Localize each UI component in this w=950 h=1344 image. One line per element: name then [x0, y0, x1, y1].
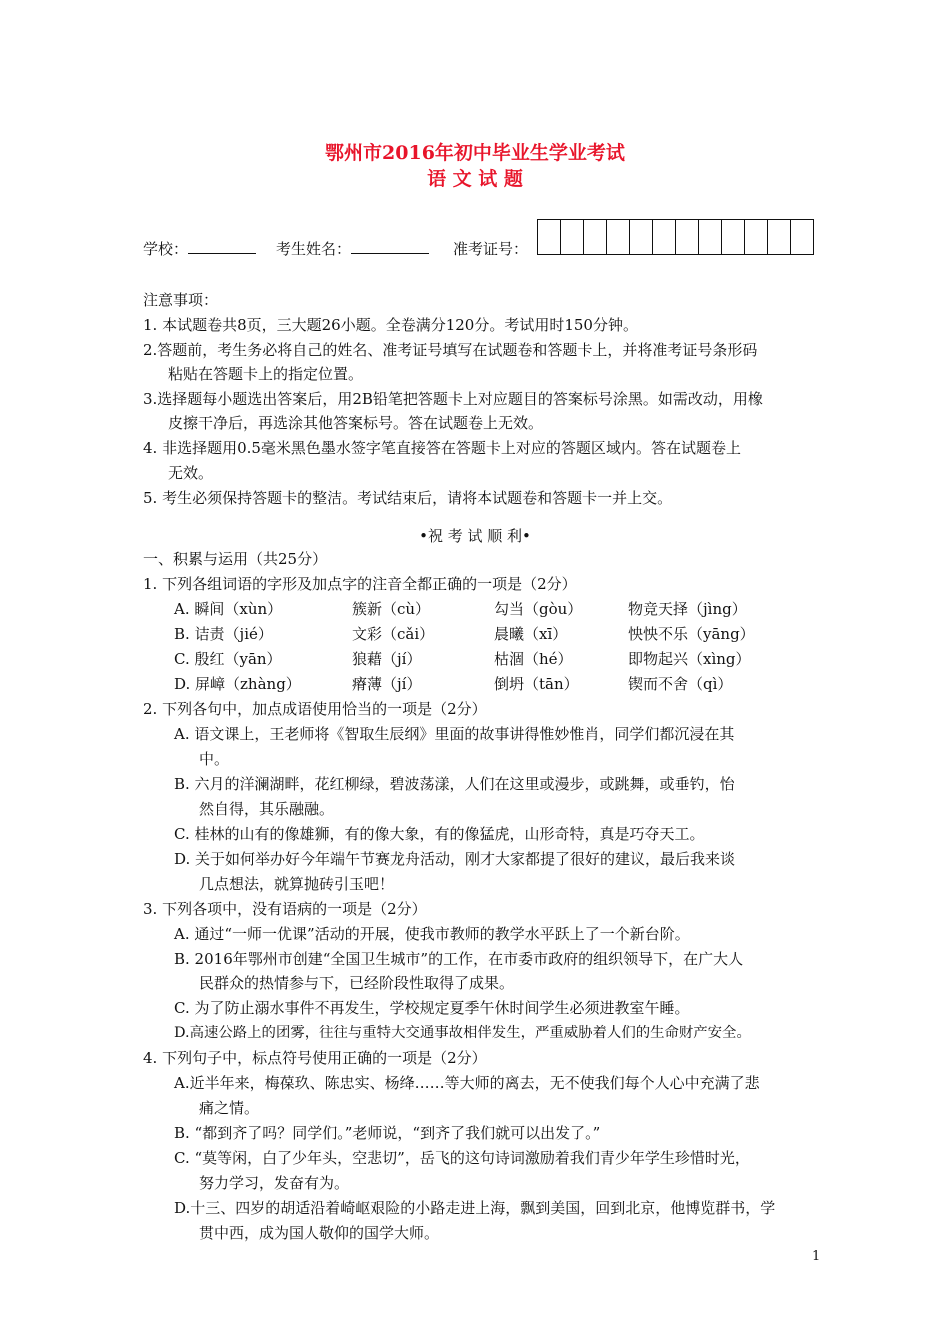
q1-option-cell: 锲而不舍（qì）: [628, 675, 733, 693]
exam-title: 鄂州市2016年初中毕业生学业考试: [325, 142, 625, 164]
q2-stem: 2. 下列各句中，加点成语使用恰当的一项是（2分）: [143, 700, 487, 718]
q1-option-cell: B. 诘责（jié）: [174, 625, 273, 643]
q3-option-line: 民群众的热情参与下，已经阶段性取得了成果。: [199, 974, 515, 992]
section-heading: 一、积累与运用（共25分）: [143, 550, 328, 568]
q1-option-cell: 狼藉（jí）: [352, 650, 422, 668]
q2-option-line: A. 语文课上，王老师将《智取生辰纲》里面的故事讲得惟妙惟肖，同学们都沉浸在其: [174, 725, 735, 743]
note-item: 1. 本试题卷共8页，三大题26小题。全卷满分120分。考试用时150分钟。: [143, 316, 638, 334]
page-number: 1: [812, 1249, 821, 1264]
q4-stem: 4. 下列句子中，标点符号使用正确的一项是（2分）: [143, 1049, 487, 1067]
q4-option-line: B. “都到齐了吗？同学们。”老师说，“到齐了我们就可以出发了。”: [174, 1124, 601, 1142]
name-field: [276, 239, 429, 259]
note-item: 5. 考生必须保持答题卡的整洁。考试结束后，请将本试题卷和答题卡一并上交。: [143, 489, 673, 507]
q1-option-cell: 瘠薄（jí）: [352, 675, 422, 693]
note-item: 3.选择题每小题选出答案后，用2B铅笔把答题卡上对应题目的答案标号涂黑。如需改动，用橡: [143, 390, 763, 408]
school-blank[interactable]: [188, 239, 256, 254]
q1-option-cell: 即物起兴（xìng）: [628, 650, 751, 668]
q3-option-line: A. 通过“一师一优课”活动的开展，使我市教师的教学水平跃上了一个新台阶。: [174, 925, 690, 943]
q2-option-line: C. 桂林的山有的像雄狮，有的像大象，有的像猛虎，山形奇特，真是巧夺天工。: [174, 825, 705, 843]
note-item: 粘贴在答题卡上的指定位置。: [168, 365, 364, 383]
q1-option-cell: 倒坍（tān）: [494, 675, 579, 693]
name-blank[interactable]: [351, 239, 429, 254]
q1-option-cell: 簇新（cù）: [352, 600, 431, 618]
name-label: 考生姓名：: [276, 240, 352, 258]
q4-option-line: 贯中西，成为国人敬仰的国学大师。: [199, 1224, 440, 1242]
q2-option-line: 然自得，其乐融融。: [199, 800, 335, 818]
school-field: [143, 239, 256, 259]
exam-subtitle: 语 文 试 题: [427, 168, 523, 190]
q1-option-cell: 晨曦（xī）: [494, 625, 568, 643]
q1-stem: 1. 下列各组词语的字形及加点字的注音全都正确的一项是（2分）: [143, 575, 577, 593]
q1-option-cell: A. 瞬间（xùn）: [174, 600, 283, 618]
q2-option-line: D. 关于如何举办好今年端午节赛龙舟活动，刚才大家都提了很好的建议，最后我来谈: [174, 850, 736, 868]
q2-option-line: 几点想法，就算抛砖引玉吧！: [199, 875, 395, 893]
q1-option-cell: 文彩（cǎi）: [352, 625, 435, 643]
id-label: 准考证号：: [453, 240, 529, 258]
note-item: 4. 非选择题用0.5毫米黑色墨水签字笔直接答在答题卡上对应的答题区域内。答在试题卷上: [143, 439, 741, 457]
q2-option-line: 中。: [199, 750, 230, 768]
q3-option-line: B. 2016年鄂州市创建“全国卫生城市”的工作，在市委市政府的组织领导下，在广大人: [174, 950, 744, 968]
note-item: 皮擦干净后，再选涂其他答案标号。答在试题卷上无效。: [168, 414, 544, 432]
q1-option-cell: 勾当（gòu）: [494, 600, 583, 618]
q1-option-cell: C. 殷红（yān）: [174, 650, 282, 668]
q1-option-cell: 怏怏不乐（yāng）: [628, 625, 755, 643]
q3-option-line: C. 为了防止溺水事件不再发生，学校规定夏季午休时间学生必须进教室午睡。: [174, 999, 690, 1017]
id-number-boxes[interactable]: [537, 219, 814, 255]
notes-heading: 注意事项：: [143, 291, 219, 309]
q4-option-line: A.近半年来，梅葆玖、陈忠实、杨绛……等大师的离去，无不使我们每个人心中充满了悲: [174, 1074, 760, 1092]
q1-option-cell: 物竞天择（jìng）: [628, 600, 747, 618]
school-label: 学校：: [143, 240, 189, 258]
q4-option-line: 痛之情。: [199, 1099, 260, 1117]
q3-stem: 3. 下列各项中，没有语病的一项是（2分）: [143, 900, 427, 918]
q3-option-line: D.高速公路上的团雾，往往与重特大交通事故相伴发生，严重威胁着人们的生命财产安全。: [174, 1025, 751, 1041]
note-item: 2.答题前，考生务必将自己的姓名、准考证号填写在试题卷和答题卡上，并将准考证号条形码: [143, 341, 758, 359]
q1-option-cell: D. 屏嶂（zhàng）: [174, 675, 301, 693]
note-item: 无效。: [168, 464, 214, 482]
blessing-line: •祝 考 试 顺 利•: [419, 527, 531, 545]
q4-option-line: 努力学习，发奋有为。: [199, 1174, 350, 1192]
q4-option-line: C. “莫等闲，白了少年头，空悲切”，岳飞的这句诗词激励着我们青少年学生珍惜时光，: [174, 1149, 750, 1167]
q2-option-line: B. 六月的洋澜湖畔，花红柳绿，碧波荡漾，人们在这里或漫步，或跳舞，或垂钓，怡: [174, 775, 735, 793]
q4-option-line: D.十三、四岁的胡适沿着崎岖艰险的小路走进上海，飘到美国，回到北京，他博览群书，学: [174, 1199, 776, 1217]
q1-option-cell: 枯涸（hé）: [494, 650, 573, 668]
